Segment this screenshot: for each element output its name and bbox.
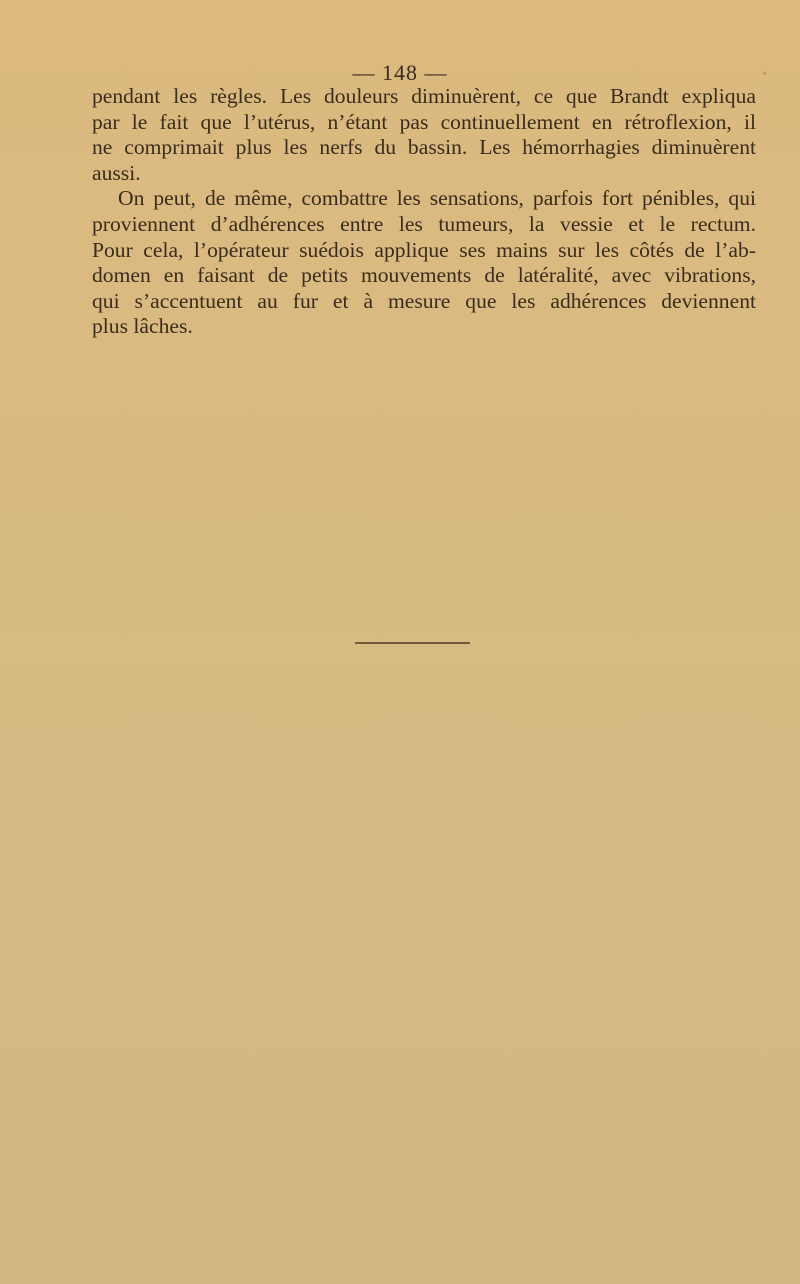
text-line: pendant les règles. Les douleurs diminuèrent, ce que Brandt expliqua xyxy=(92,84,756,108)
section-divider xyxy=(355,642,470,644)
text-line: proviennent d’adhérences entre les tumeurs, la vessie et le rectum. xyxy=(92,211,756,236)
text-line: aussi. xyxy=(92,160,141,185)
paragraph-2 xyxy=(92,186,756,340)
page-number: — 148 — xyxy=(352,60,448,85)
paper-speck xyxy=(763,72,766,75)
text-line: plus lâches. xyxy=(92,314,193,339)
text-line: qui s’accentuent au fur et à mesure que les adhérences deviennent xyxy=(92,288,756,313)
text-line: ne comprimait plus les nerfs du bassin. Les hémorrhagies diminuèrent xyxy=(92,135,756,160)
text-line: par le fait que l’utérus, n’étant pas continuellement en rétroflexion, il xyxy=(92,109,756,134)
text-line: Pour cela, l’opérateur suédois applique ses mains sur les côtés de l’ab- xyxy=(92,237,756,262)
text-line: domen en faisant de petits mouvements de latéralité, avec vibrations, xyxy=(92,263,756,288)
body-text xyxy=(92,84,756,340)
text-line: On peut, de même, combattre les sensations, parfois fort pénibles, qui xyxy=(118,186,756,211)
paragraph-1 xyxy=(92,84,756,186)
